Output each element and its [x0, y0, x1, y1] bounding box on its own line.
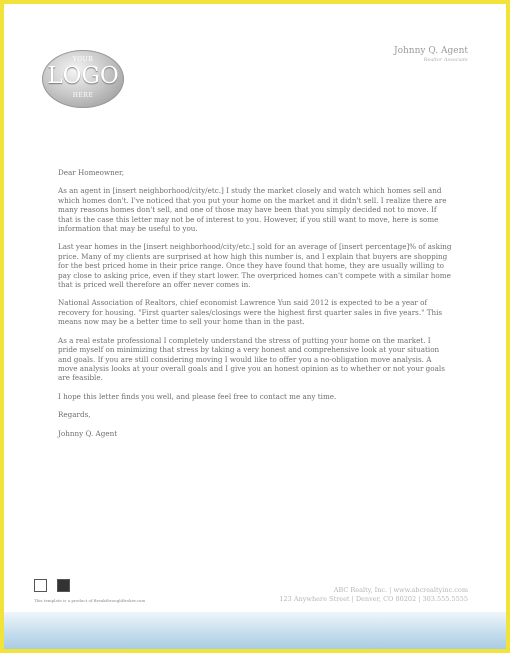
realtor-icon: [57, 579, 70, 592]
letter-closing: Regards,: [58, 410, 91, 420]
footer-address-line: 123 Anywhere Street | Denver, CO 80202 | 303.555.5555: [279, 595, 468, 603]
letter-body: [58, 168, 452, 447]
equal-housing-icon: [34, 579, 47, 592]
footer-template-note: This template is a product of BreakthroughBroker.com: [34, 598, 146, 603]
letter-page: [4, 4, 506, 649]
letter-paragraph-2: Last year homes in the [insert neighborhood/city/etc.] sold for an average of [insert percentage]% of asking price. Many of my clients are surprised at how high this number is, and I explain that buyers are shopping for the best priced home in their price range. Once they have found that home, they are usually willing to pay close to asking price, even if they start lower. The overpriced homes can't compete with a similar home that is priced well therefore an offer never comes in.: [58, 242, 452, 290]
letter-paragraph-5: I hope this letter finds you well, and please feel free to contact me any time.: [58, 391, 337, 401]
footer-icons: [34, 577, 70, 596]
footer-company-line: ABC Realty, Inc. | www.abcrealtyinc.com: [333, 586, 468, 594]
company-logo: [42, 50, 124, 108]
letter-paragraph-3: National Association of Realtors, chief economist Lawrence Yun said 2012 is expected to be a year of recovery for housing. "First quarter sales/closings were the highest first quarter sales in five years." This means now may be a better time to sell your home than in the past.: [58, 298, 443, 327]
logo-main-text: LOGO: [47, 63, 119, 89]
logo-here-text: HERE: [72, 92, 94, 99]
footer-band: [4, 612, 506, 649]
letter-signature: Johnny Q. Agent: [58, 428, 118, 438]
header-agent-subtitle: Realtor Associate: [423, 57, 468, 63]
header-agent-name: Johnny Q. Agent: [393, 46, 468, 56]
footer-contact: [279, 586, 468, 604]
letter-paragraph-1: As an agent in [insert neighborhood/city/etc.] I study the market closely and watch which homes sell and which homes don't. I've noticed that you put your home on the market and it didn't sell. I realize there are many reasons homes don't sell, and one of those may have been that you simply decided not to move. If that is the case this letter may not be of interest to you. However, if you still want to move, here is some information that may be useful to you.: [58, 186, 447, 234]
letter-greeting: Dear Homeowner,: [58, 168, 124, 177]
letter-paragraph-4: As a real estate professional I completely understand the stress of putting your home on the market. I pride myself on minimizing that stress by taking a very honest and comprehensive look at your situation and goals. If you are still considering moving I would like to offer you a no-obligation move analysis. A move analysis looks at your overall goals and I give you an honest opinion as to whether or not your goals are feasible.: [58, 335, 445, 383]
logo-your-text: YOUR: [72, 56, 94, 63]
